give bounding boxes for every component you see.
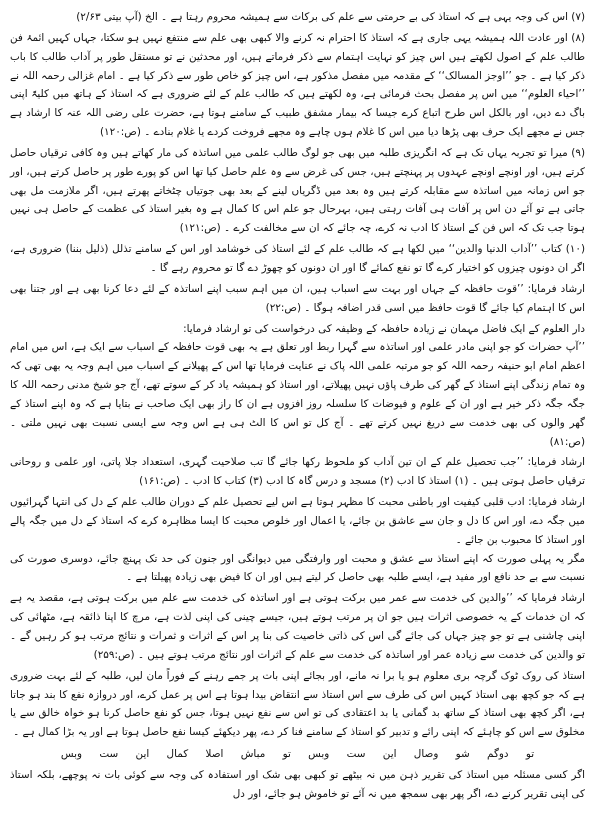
paragraph-memory: ارشاد فرمایا: ’’قوت حافظہ کے جہاں اور بہت سے اسباب ہیں، ان میں اہم سبب اپنے اساتذہ کے لئے دعا کرنا بھی ہے اور جتنا بھی اس کا اہتمام کیا جائے گا قوت حافظ میں اسی قدر اضافہ ہوگا ۔ (ص:۲۲) [10,282,585,314]
paragraph-7: (۷) اس کی وجہ یہی ہے کہ استاذ کی بے حرمتی سے علم کی برکات سے ہمیشہ محروم رہتا ہے ۔ الخ (آپ بیتی ۲/۶۳) [76,11,585,23]
paragraph-closing: اگر کسی مسئلہ میں استاذ کی تقریر ذہن میں نہ بیٹھے تو کبھی بھی شک اور استفادہ کی وجہ سے کوئی بات نہ پوچھے، بلکہ استاذ کی اپنی تقریر کرنے دے، اگر پھر بھی سمجھ میں نہ آئے تو خاموش ہو جائے، اور دل [10,768,585,800]
paragraph-correction: استاذ کی روک ٹوک گرچہ بری معلوم ہو یا برا نہ مانے، اور بجائے اپنی بات پر جمے رہنے کے فوراً مان لیں، طلبہ کے لئے بہت ضروری ہے کہ جو کچھ بھی استاذ کہیں اس کی طرف سے اس استاذ سے انتقاض بیدا ہوتا ہے اس پر عمل کرے، اور دروازہ نفع کا بند ہو جاتا ہے، اگر کچھ بھی استاذ کے ساتھ بد گمانی یا بد اعتقادی کی تو اس سے نفع نہیں ہوتا، جس کو نفع حاصل کرنا ہو خواہ خالق سے یا مخلوق سے اس کو چاہئے کہ اپنی رائے و تدبیر کو استاذ کے سامنے فنا کر دے، پھر دیکھئے کیسا نفع حاصل ہوتا ہے اور یہ بڑا کمال ہے ۔ [10,669,585,739]
paragraph-first-form: مگر یہ پہلی صورت کہ اپنے استاذ سے عشق و محبت اور وارفتگی میں دیوانگی اور جنون کی حد تک پہنچ جائے، دوسری صورت کی نسبت سے بے حد نافع اور مفید ہے، ایسے طلبہ بھی حاصل کر لیتے ہیں اور ان کا فیض بھی زیادہ پھیلتا ہے ۔ [10,552,585,584]
paragraph-service: ارشاد فرمایا کہ ’’والدین کی خدمت سے عمر میں برکت ہوتی ہے اور اساتذہ کی خدمت سے علم میں برکت ہوتی ہے، مقصد یہ ہے کہ ان خدمات کے یہ خصوصی اثرات ہیں جو ان پر مرتب ہوتے ہیں، جیسے چینی کی اپنی لذت ہے، مرچ کا اپنا ذائقہ ہے، مٹھائی کی اپنی چاشنی ہے تو جو چیز جہاں کی جائے گی اس کی ذاتی خاصیت کی بنا پر اس کے اثرات و ثمرات و نتائج مرتب ہو کر رہیں گے ۔ تو والدین کی خدمت سے زیادہ عمر اور اساتذہ کی خدمت سے علم کے اثرات اور نتائج مرتب ہوتے ہیں ۔ (ص:۲۵۹) [10,592,585,661]
paragraph-10: (۱۰) کتاب ’’آداب الدنیا والدین‘‘ میں لکھا ہے کہ طالب علم کے لئے استاذ کی خوشامد اور اس کے سامنے تذلل (ذلیل بننا) ضروری ہے، اگر ان دونوں چیزوں کو اختیار کرے گا تو نفع کمائے گا اور ان دونوں کو چھوڑ دے گا تو محروم رہے گا ۔ [10,243,585,274]
paragraph-9: (۹) میرا تو تجربہ یہاں تک ہے کہ انگریزی طلبہ میں بھی جو لوگ طالب علمی میں اساتذہ کی مار کھاتے ہیں وہ کافی ترقیاں حاصل کرتے ہیں، اور اونچے اونچے عہدوں پر پہنچتے ہیں، جس کی غرض سے وہ علم حاصل کیا تھا اس کو پورے طور پر حاصل کرتے ہیں، اور جو اس زمانہ میں اساتذہ سے مقابلہ کرتے ہیں وہ بعد میں ڈگریاں لینے کے بعد بھی جوتیاں چٹخاتے پھرتے ہیں، اگر ملازمت مل بھی جاتی ہے تو آئے دن اس پر آفات ہی آفات رہتی ہیں، بہرحال جو علم اس کا کمال ہے وہ بغیر استاذ کی عظمت کے حاصل ہی نہیں ہوتا جب تک کہ اس فن کے استاذ کا ادب نہ کرے، چہ جائے کہ ان سے مخالفت کرے ۔ (ص:۱۲۱) [10,146,585,235]
paragraph-8: (۸) اور عادت اللہ ہمیشہ یہی جاری ہے کہ استاذ کا احترام نہ کرنے والا کبھی بھی علم سے منتفع نہیں ہو سکتا، جہاں کہیں ائمۂ فن طالب علم کے اصول لکھتے ہیں اس چیز کو نہایت اہتمام سے ذکر فرماتے ہیں، اور محدثین نے تو مستقل طور پر آداب طالب کا باب ذکر کیا ہے ۔ جو ’’اوجز المسالک‘‘ کے مقدمہ میں مفصل مذکور ہے، اس چیز کو خاص طور سے ذکر کیا ہے ۔ امام غزالی رحمہ اللہ نے ’’احیاء العلوم‘‘ میں اس پر مفصل بحث فرمائی ہے، وہ لکھتے ہیں کہ طالب علم کے لئے ضروری ہے کہ استاذ کے ہاتھ میں کلیۃً اپنی باگ دے دیں، اور بالکل اس طرح اتباع کرے جیسا کہ بیمار مشفق طبیب کے سامنے ہوتا ہے، حضرت علی رضی اللہ عنہ کا ارشاد ہے جس نے مجھے ایک حرف بھی پڑھا دیا میں اس کا غلام ہوں چاہے وہ مجھے فروخت کردے یا غلام بنادے ۔ (ص:۱۲۰) [10,31,585,139]
paragraph-guest: دار العلوم کے ایک فاضل مہمان نے زیادہ حافظہ کے وظیفہ کی درخواست کی تو ارشاد فرمایا: [183,322,585,335]
persian-verse: تو دوگم شو وصال این ست وبس تو مباش اصلا کمال این ست وبس [60,748,535,761]
paragraph-love: ارشاد فرمایا: ادب قلبی کیفیت اور باطنی محبت کا مظہر ہوتا ہے اس لیے تحصیل علم کے دوران طالب علم کے دل کی انتہا گہرائیوں میں جگہ دے، اور اس کا دل و جان سے عاشق بن جائے، یا اعمال اور خلوص محبت کا ایسا مظاہرہ کرے کہ استاذ کے دل میں جگہ پالے اور استاذ کا محبوب بن جائے ۔ [10,496,585,546]
paragraph-three-etiquettes: ارشاد فرمایا: ’’جب تحصیل علم کے ان تین آداب کو ملحوظ رکھا جائے گا تب صلاحیت گہری، استعداد جلا پاتی، اور علمی و روحانی ترقیاں حاصل ہوتی ہیں ۔ (۱) استاذ کا ادب (۲) مسجد و درس گاہ کا ادب (۳) کتاب کا ادب ۔ (ص:۱۶۱) [10,456,585,488]
paragraph-quote: ’’آپ حضرات کو جو اپنی مادر علمی اور اساتذہ سے گہرا ربط اور تعلق ہے یہ بھی قوت حافظہ کے اسباب سے ایک ہے، اس میں امام اعظم امام ابو حنیفہ رحمہ اللہ کو جو مرتبہ علمی اللہ پاک نے عنایت فرمایا تھا اس کے پھیلانے کے اسباب میں اہم وجہ یہ بھی تھی کہ وہ تمام زندگی اپنے استاذ کے گھر کی طرف پاؤں نہیں پھیلاتے، اور استاذ کو ہمیشہ یاد کر کے سوتے تھے، آج جو شیخ مدنی رحمہ اللہ کا جگہ جگہ ذکر خیر ہے اور ان کے علوم و فیوضات کا سلسلہ روز افزوں ہے ان کا راز بھی ایک صاحب نے بتایا ہے کہ وہ اپنے استاذ کے گھر والوں کی بھی خدمت سے دریغ نہیں کرتے تھے ۔ آج کل تو اس کا الٹ ہی ہے اس وجہ سے ایسی نسبت بھی نہیں ملتی ۔ (ص:۸۱) [10,341,585,448]
